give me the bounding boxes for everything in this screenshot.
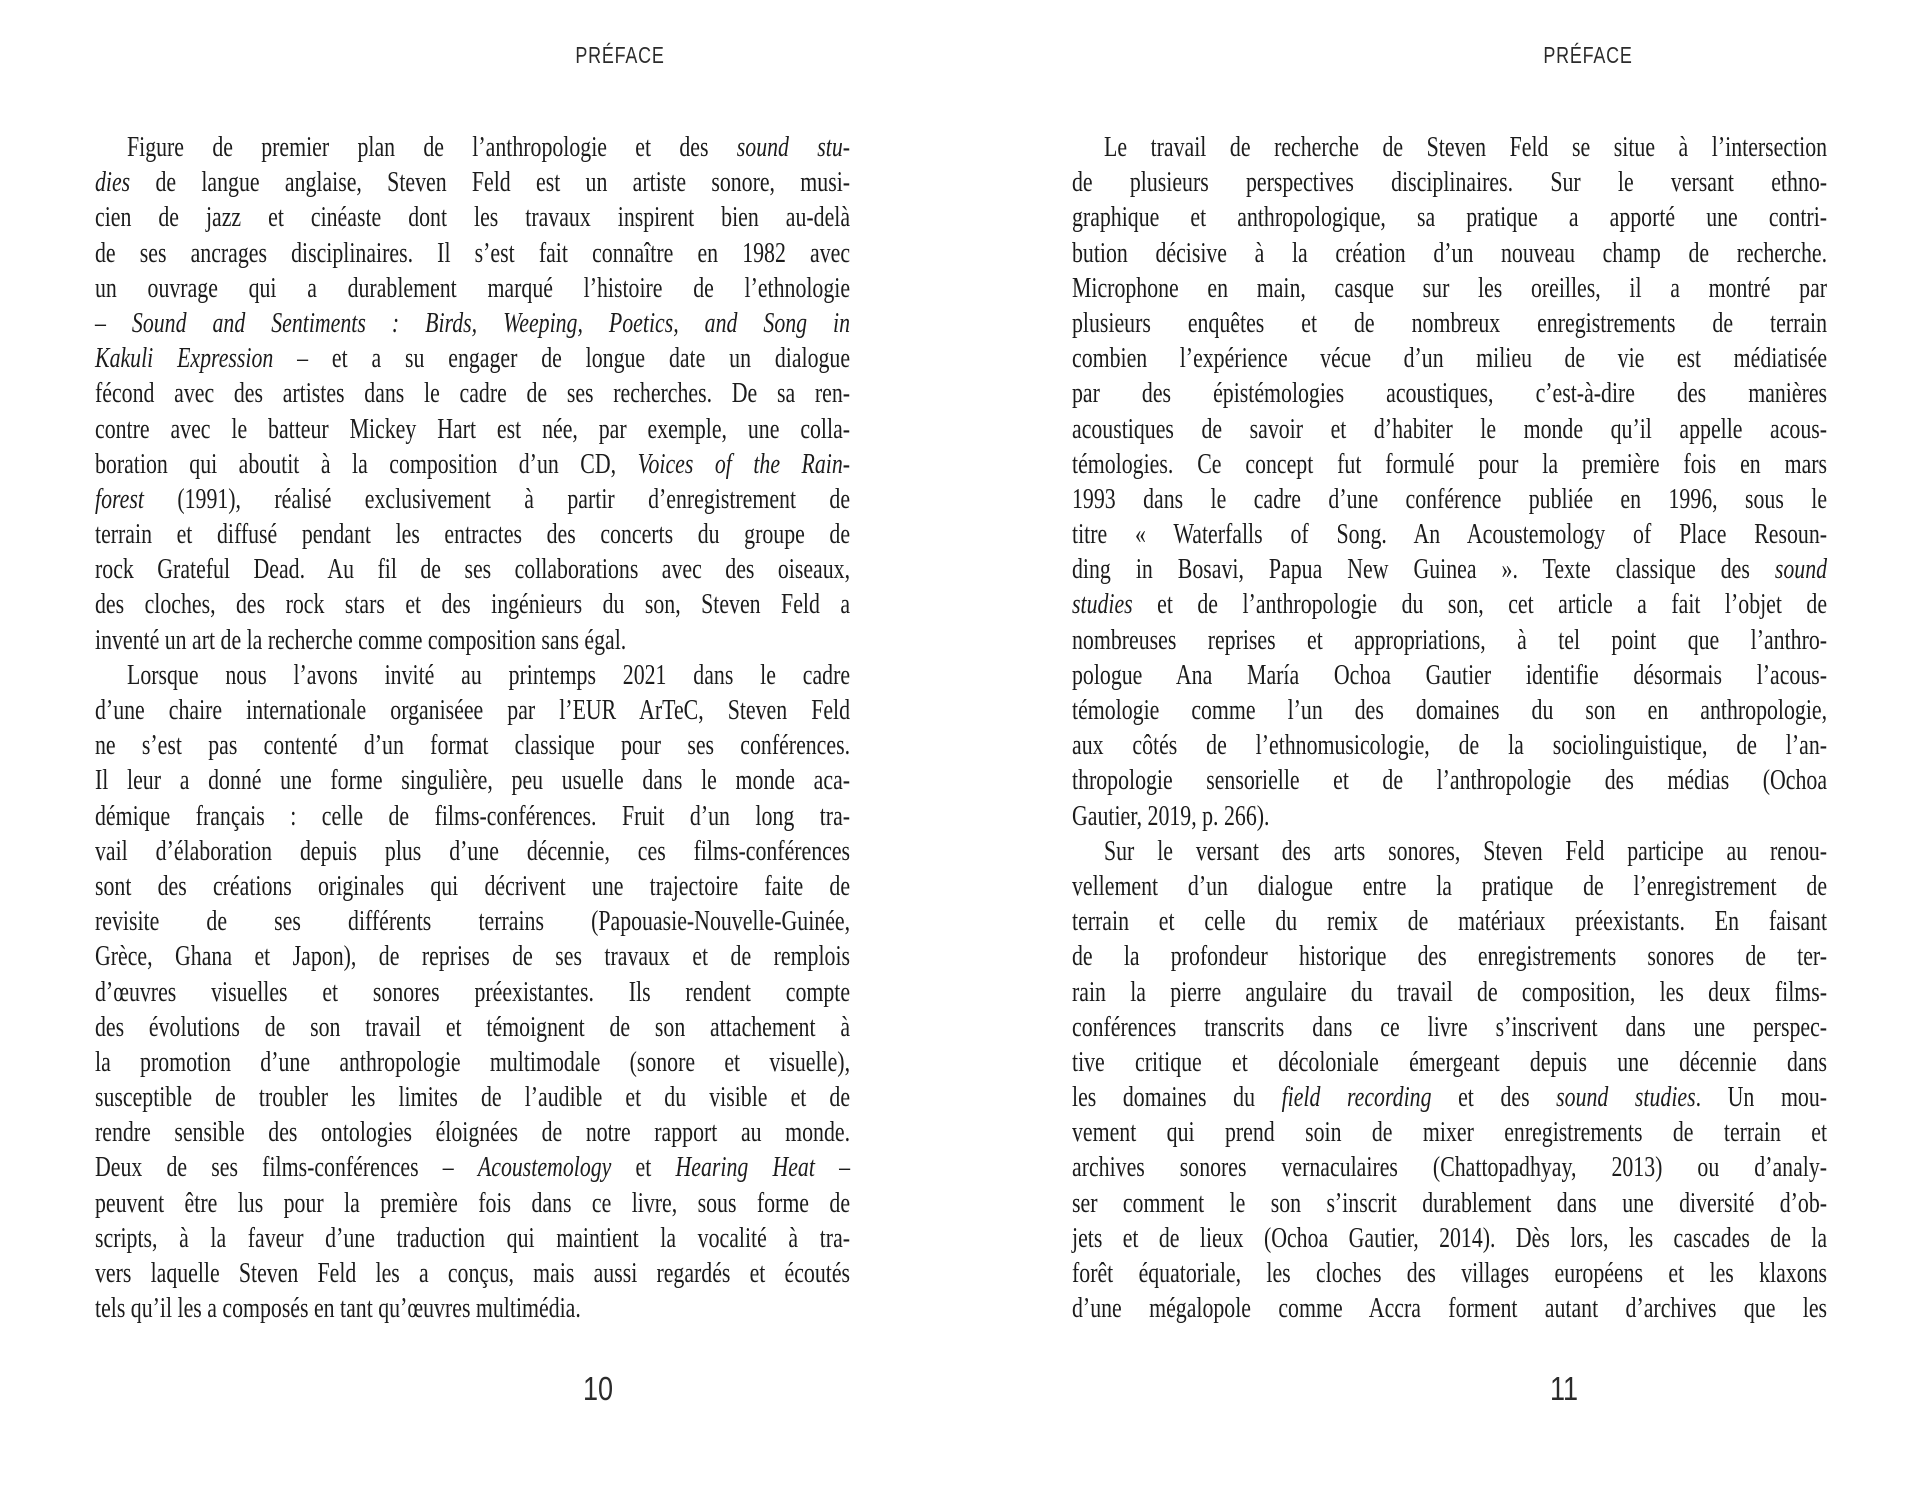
text-line: dies de langue anglaise, Steven Feld est un artiste sonore, musi- <box>95 167 851 199</box>
text-line: Grèce, Ghana et Japon), de reprises de ses travaux et de remplois <box>95 941 851 973</box>
text-line: tels qu’il les a composés en tant qu’œuvres multimédia. <box>95 1293 581 1325</box>
running-head: PRÉFACE <box>575 42 665 68</box>
text-line: rendre sensible des ontologies éloignées de notre rapport au monde. <box>95 1117 851 1149</box>
text-line: tive critique et décoloniale émergeant depuis une décennie dans <box>1072 1046 1828 1078</box>
book-page-right <box>960 0 1921 1496</box>
text-line: des évolutions de son travail et témoignent de son attachement à <box>95 1011 851 1043</box>
text-column <box>95 130 850 1326</box>
text-line: combien l’expérience vécue d’un milieu de vie est médiatisée <box>1072 343 1828 375</box>
text-line: des cloches, des rock stars et des ingénieurs du son, Steven Feld a <box>95 589 851 621</box>
text-line: boration qui aboutit à la composition d’un CD, Voices of the Rain- <box>95 448 851 480</box>
text-line: témologies. Ce concept fut formulé pour la première fois en mars <box>1072 448 1828 480</box>
text-line: Deux de ses films-conférences – Acoustemology et Hearing Heat – <box>95 1152 851 1184</box>
text-line: sont des créations originales qui décrivent une trajectoire faite de <box>95 870 851 902</box>
text-line: 1993 dans le cadre d’une conférence publiée en 1996, sous le <box>1072 483 1828 515</box>
page-number: 10 <box>582 1370 614 1407</box>
text-line: témologie comme l’un des domaines du son en anthropologie, <box>1072 695 1828 726</box>
text-line: les domaines du field recording et des sound studies. Un mou- <box>1072 1082 1828 1114</box>
text-line: acoustiques de savoir et d’habiter le monde qu’il appelle acous- <box>1072 413 1828 445</box>
text-line: peuvent être lus pour la première fois dans ce livre, sous forme de <box>95 1187 851 1219</box>
text-line: scripts, à la faveur d’une traduction qui maintient la vocalité à tra- <box>95 1222 851 1254</box>
text-line: revisite de ses différents terrains (Papouasie-Nouvelle-Guinée, <box>95 906 851 938</box>
text-line: ding in Bosavi, Papua New Guinea ». Texte classique des sound <box>1072 554 1828 586</box>
text-line: Lorsque nous l’avons invité au printemps 2021 dans le cadre <box>126 659 851 691</box>
text-line: ser comment le son s’inscrit durablement dans une diversité d’ob- <box>1072 1187 1828 1219</box>
text-line: de ses ancrages disciplinaires. Il s’est fait connaître en 1982 avec <box>95 237 851 269</box>
text-line: d’une mégalopole comme Accra forment autant d’archives que les <box>1072 1293 1828 1325</box>
text-line: bution décisive à la création d’un nouveau champ de recherche. <box>1072 237 1828 269</box>
page-number: 11 <box>1549 1370 1579 1407</box>
text-line: vellement d’un dialogue entre la pratique de l’enregistrement de <box>1072 870 1828 902</box>
text-line: cien de jazz et cinéaste dont les travaux inspirent bien au-delà <box>95 202 851 234</box>
text-line: vers laquelle Steven Feld les a conçus, mais aussi regardés et écoutés <box>95 1258 851 1289</box>
text-line: démique français : celle de films-conférences. Fruit d’un long tra- <box>95 800 851 832</box>
text-line: terrain et diffusé pendant les entractes des concerts du groupe de <box>95 519 851 551</box>
text-line: conférences transcrits dans ce livre s’inscrivent dans une perspec- <box>1072 1011 1828 1043</box>
text-line: susceptible de troubler les limites de l’audible et du visible et de <box>95 1082 851 1114</box>
text-line: – Sound and Sentiments : Birds, Weeping, Poetics, and Song in <box>95 307 851 339</box>
text-line: thropologie sensorielle et de l’anthropologie des médias (Ochoa <box>1072 765 1828 797</box>
text-line: forêt équatoriale, les cloches des villages européens et les klaxons <box>1072 1258 1828 1289</box>
text-line: vement qui prend soin de mixer enregistrements de terrain et <box>1072 1117 1828 1149</box>
text-line: titre « Waterfalls of Song. An Acoustemology of Place Resoun- <box>1072 519 1828 551</box>
text-line: archives sonores vernaculaires (Chattopadhyay, 2013) ou d’analy- <box>1072 1152 1828 1184</box>
text-line: Sur le versant des arts sonores, Steven Feld participe au renou- <box>1103 835 1828 867</box>
text-line: Kakuli Expression – et a su engager de longue date un dialogue <box>95 343 851 375</box>
text-line: de la profondeur historique des enregistrements sonores de ter- <box>1072 941 1828 973</box>
text-line: par des épistémologies acoustiques, c’est-à-dire des manières <box>1072 378 1828 410</box>
text-line: vail d’élaboration depuis plus d’une décennie, ces films-conférences <box>95 835 851 867</box>
text-line: d’une chaire internationale organiséee par l’EUR ArTeC, Steven Feld <box>95 695 851 726</box>
text-line: la promotion d’une anthropologie multimodale (sonore et visuelle), <box>95 1046 851 1078</box>
text-line: forest (1991), réalisé exclusivement à partir d’enregistrement de <box>95 483 851 515</box>
text-line: nombreuses reprises et appropriations, à tel point que l’anthro- <box>1072 624 1828 656</box>
text-line: d’œuvres visuelles et sonores préexistantes. Ils rendent compte <box>95 976 851 1008</box>
text-line: aux côtés de l’ethnomusicologie, de la sociolinguistique, de l’an- <box>1072 730 1828 762</box>
text-line: de plusieurs perspectives disciplinaires. Sur le versant ethno- <box>1072 167 1828 199</box>
text-line: Il leur a donné une forme singulière, peu usuelle dans le monde aca- <box>95 765 851 797</box>
text-line: un ouvrage qui a durablement marqué l’histoire de l’ethnologie <box>95 272 851 304</box>
text-line: studies et de l’anthropologie du son, cet article a fait l’objet de <box>1072 589 1828 621</box>
text-line: rain la pierre angulaire du travail de composition, les deux films- <box>1072 976 1828 1008</box>
text-line: Gautier, 2019, p. 266). <box>1072 800 1270 832</box>
text-line: jets et de lieux (Ochoa Gautier, 2014). Dès lors, les cascades de la <box>1072 1222 1828 1254</box>
text-column <box>1072 130 1827 1326</box>
text-line: Figure de premier plan de l’anthropologie et des sound stu- <box>126 132 851 163</box>
text-line: contre avec le batteur Mickey Hart est née, par exemple, une colla- <box>95 413 851 445</box>
text-line: Le travail de recherche de Steven Feld se situe à l’intersection <box>1103 132 1828 163</box>
text-line: pologue Ana María Ochoa Gautier identifie désormais l’acous- <box>1072 659 1828 691</box>
book-page-left <box>0 0 960 1496</box>
text-line: fécond avec des artistes dans le cadre de ses recherches. De sa ren- <box>95 378 851 410</box>
text-line: terrain et celle du remix de matériaux préexistants. En faisant <box>1072 906 1828 938</box>
text-line: ne s’est pas contenté d’un format classique pour ses conférences. <box>95 730 851 762</box>
text-line: plusieurs enquêtes et de nombreux enregistrements de terrain <box>1072 307 1828 339</box>
text-line: rock Grateful Dead. Au fil de ses collaborations avec des oiseaux, <box>95 554 851 586</box>
text-line: Microphone en main, casque sur les oreilles, il a montré par <box>1072 272 1828 304</box>
text-line: inventé un art de la recherche comme composition sans égal. <box>95 624 627 656</box>
text-line: graphique et anthropologique, sa pratique a apporté une contri- <box>1072 202 1828 234</box>
running-head: PRÉFACE <box>1543 42 1633 68</box>
